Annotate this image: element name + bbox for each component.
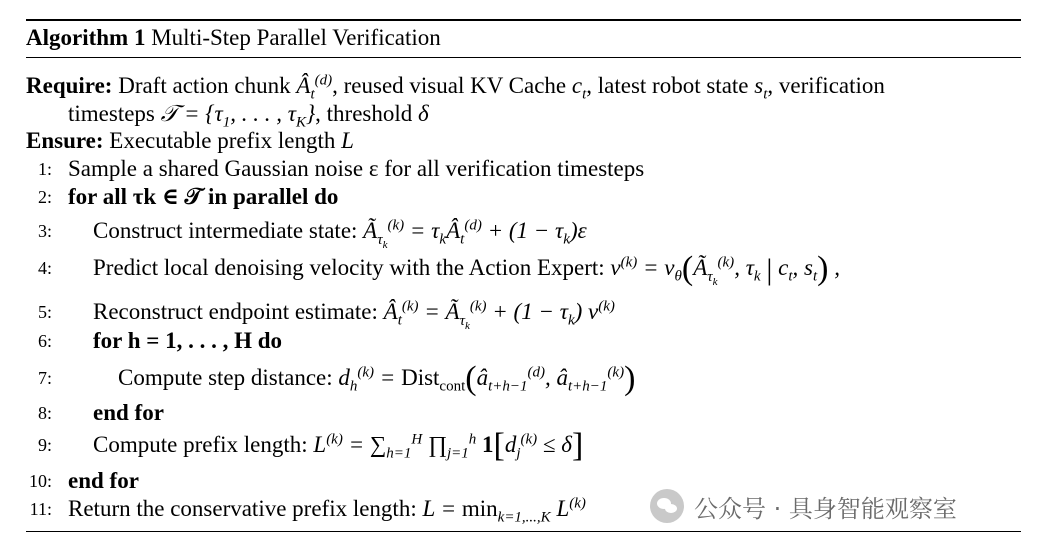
ensure-line [26, 128, 354, 154]
line-8-text: end for [93, 400, 164, 425]
algorithm-line-6 [93, 328, 282, 354]
math-step-distance: $d_h^{(k)}$ = $Dist_{cont}(â_{t+h-1}^{(d)}$, $â_{t+h-1}^{(k)}$) [338, 360, 636, 397]
math-conservative-L: $L = \min_{k=1,...,K} L^{(k)}$ [422, 495, 586, 526]
math-timesteps: 𝒯 = {$\tau_1$, . . . , $\tau_K$} [160, 101, 316, 131]
line-11-text: Return the conservative prefix length: [68, 496, 423, 521]
line-number-8: 8: [37, 403, 52, 423]
line-3-text: Construct intermediate state: [93, 218, 364, 243]
math-prefix-length: $L^{(k)} = \sum_{h=1}^H$ $\prod_{j=1}^h$ $1[d_j^{(k)} \le \delta]$ [313, 427, 584, 464]
require-text-e: timesteps [68, 101, 161, 126]
line-number-4: 4: [37, 258, 52, 278]
line-5-text: Reconstruct endpoint estimate: [93, 299, 384, 324]
line-7-text: Compute step distance: [118, 365, 339, 390]
wechat-icon [650, 489, 684, 523]
algorithm-line-1 [68, 156, 644, 182]
algorithm-line-3 [93, 217, 587, 251]
require-line-1 [26, 72, 885, 103]
math-prefix-L: L [341, 128, 354, 153]
math-intermediate-state: $Ã_{\tau_k}^{(k)}$ = $\tau_kÂ_t^{(d)} + (1 - \tau_k)\varepsilon$ [363, 217, 587, 251]
watermark-text: 公众号 · 具身智能观察室 [694, 494, 957, 523]
watermark [650, 486, 957, 526]
line-9-text: Compute prefix length: [93, 432, 314, 457]
algorithm-line-2 [68, 184, 338, 210]
line-number-7: 7: [37, 368, 52, 388]
require-text-b: , reused visual KV Cache [332, 73, 572, 98]
require-keyword: Require: [26, 73, 113, 98]
algorithm-line-7 [118, 360, 636, 397]
require-text-a: Draft action chunk [118, 73, 297, 98]
algorithm-line-8 [93, 400, 164, 426]
require-text-c: , latest robot state [586, 73, 755, 98]
math-robot-state: $s_t$ [754, 73, 768, 103]
algorithm-line-11 [68, 495, 586, 526]
algorithm-name: Multi-Step Parallel Verification [151, 25, 441, 50]
line-number-6: 6: [37, 331, 52, 351]
algorithm-line-5 [93, 298, 615, 332]
line-number-10: 10: [28, 471, 52, 491]
math-velocity: $v^{(k)}$ = $v_\theta(Ã_{\tau_k}^{(k)}$, $\tau_k$ | $c_t$, $s_t$) , [610, 250, 840, 288]
algorithm-line-4 [93, 250, 840, 288]
math-draft-chunk: $Â_t^{(d)}$ [296, 72, 333, 103]
line-number-5: 5: [37, 302, 52, 322]
ensure-text: Executable prefix length [109, 128, 342, 153]
algorithm-line-10 [68, 468, 139, 494]
line-number-11: 11: [29, 499, 52, 519]
math-kv-cache: $c_t$ [571, 73, 587, 103]
line-1-text: Sample a shared Gaussian noise ε for all verification timesteps [68, 156, 645, 181]
algorithm-line-9 [93, 427, 584, 464]
bottom-rule [26, 531, 1021, 532]
require-text-d: , verification [767, 73, 885, 98]
top-rule [26, 19, 1021, 21]
title-rule [26, 57, 1021, 58]
line-number-9: 9: [37, 435, 52, 455]
math-threshold: δ [418, 101, 429, 126]
line-6-text: for h = 1, . . . , H do [93, 328, 283, 353]
line-number-3: 3: [37, 221, 52, 241]
line-number-2: 2: [37, 187, 52, 207]
line-10-text: end for [68, 468, 139, 493]
require-line-2 [68, 101, 429, 131]
require-text-f: , threshold [315, 101, 419, 126]
algorithm-label: Algorithm 1 [26, 25, 146, 50]
algorithm-title [26, 25, 441, 51]
ensure-keyword: Ensure: [26, 128, 104, 153]
line-4-text: Predict local denoising velocity with the Action Expert: [93, 255, 611, 280]
line-2-text: for all τk ∈ 𝒯 in parallel do [68, 184, 339, 209]
math-endpoint: $Â_t^{(k)}$ = $Ã_{\tau_k}^{(k)} + (1 - \tau_k)$ $v^{(k)}$ [383, 298, 615, 332]
line-number-1: 1: [37, 159, 52, 179]
